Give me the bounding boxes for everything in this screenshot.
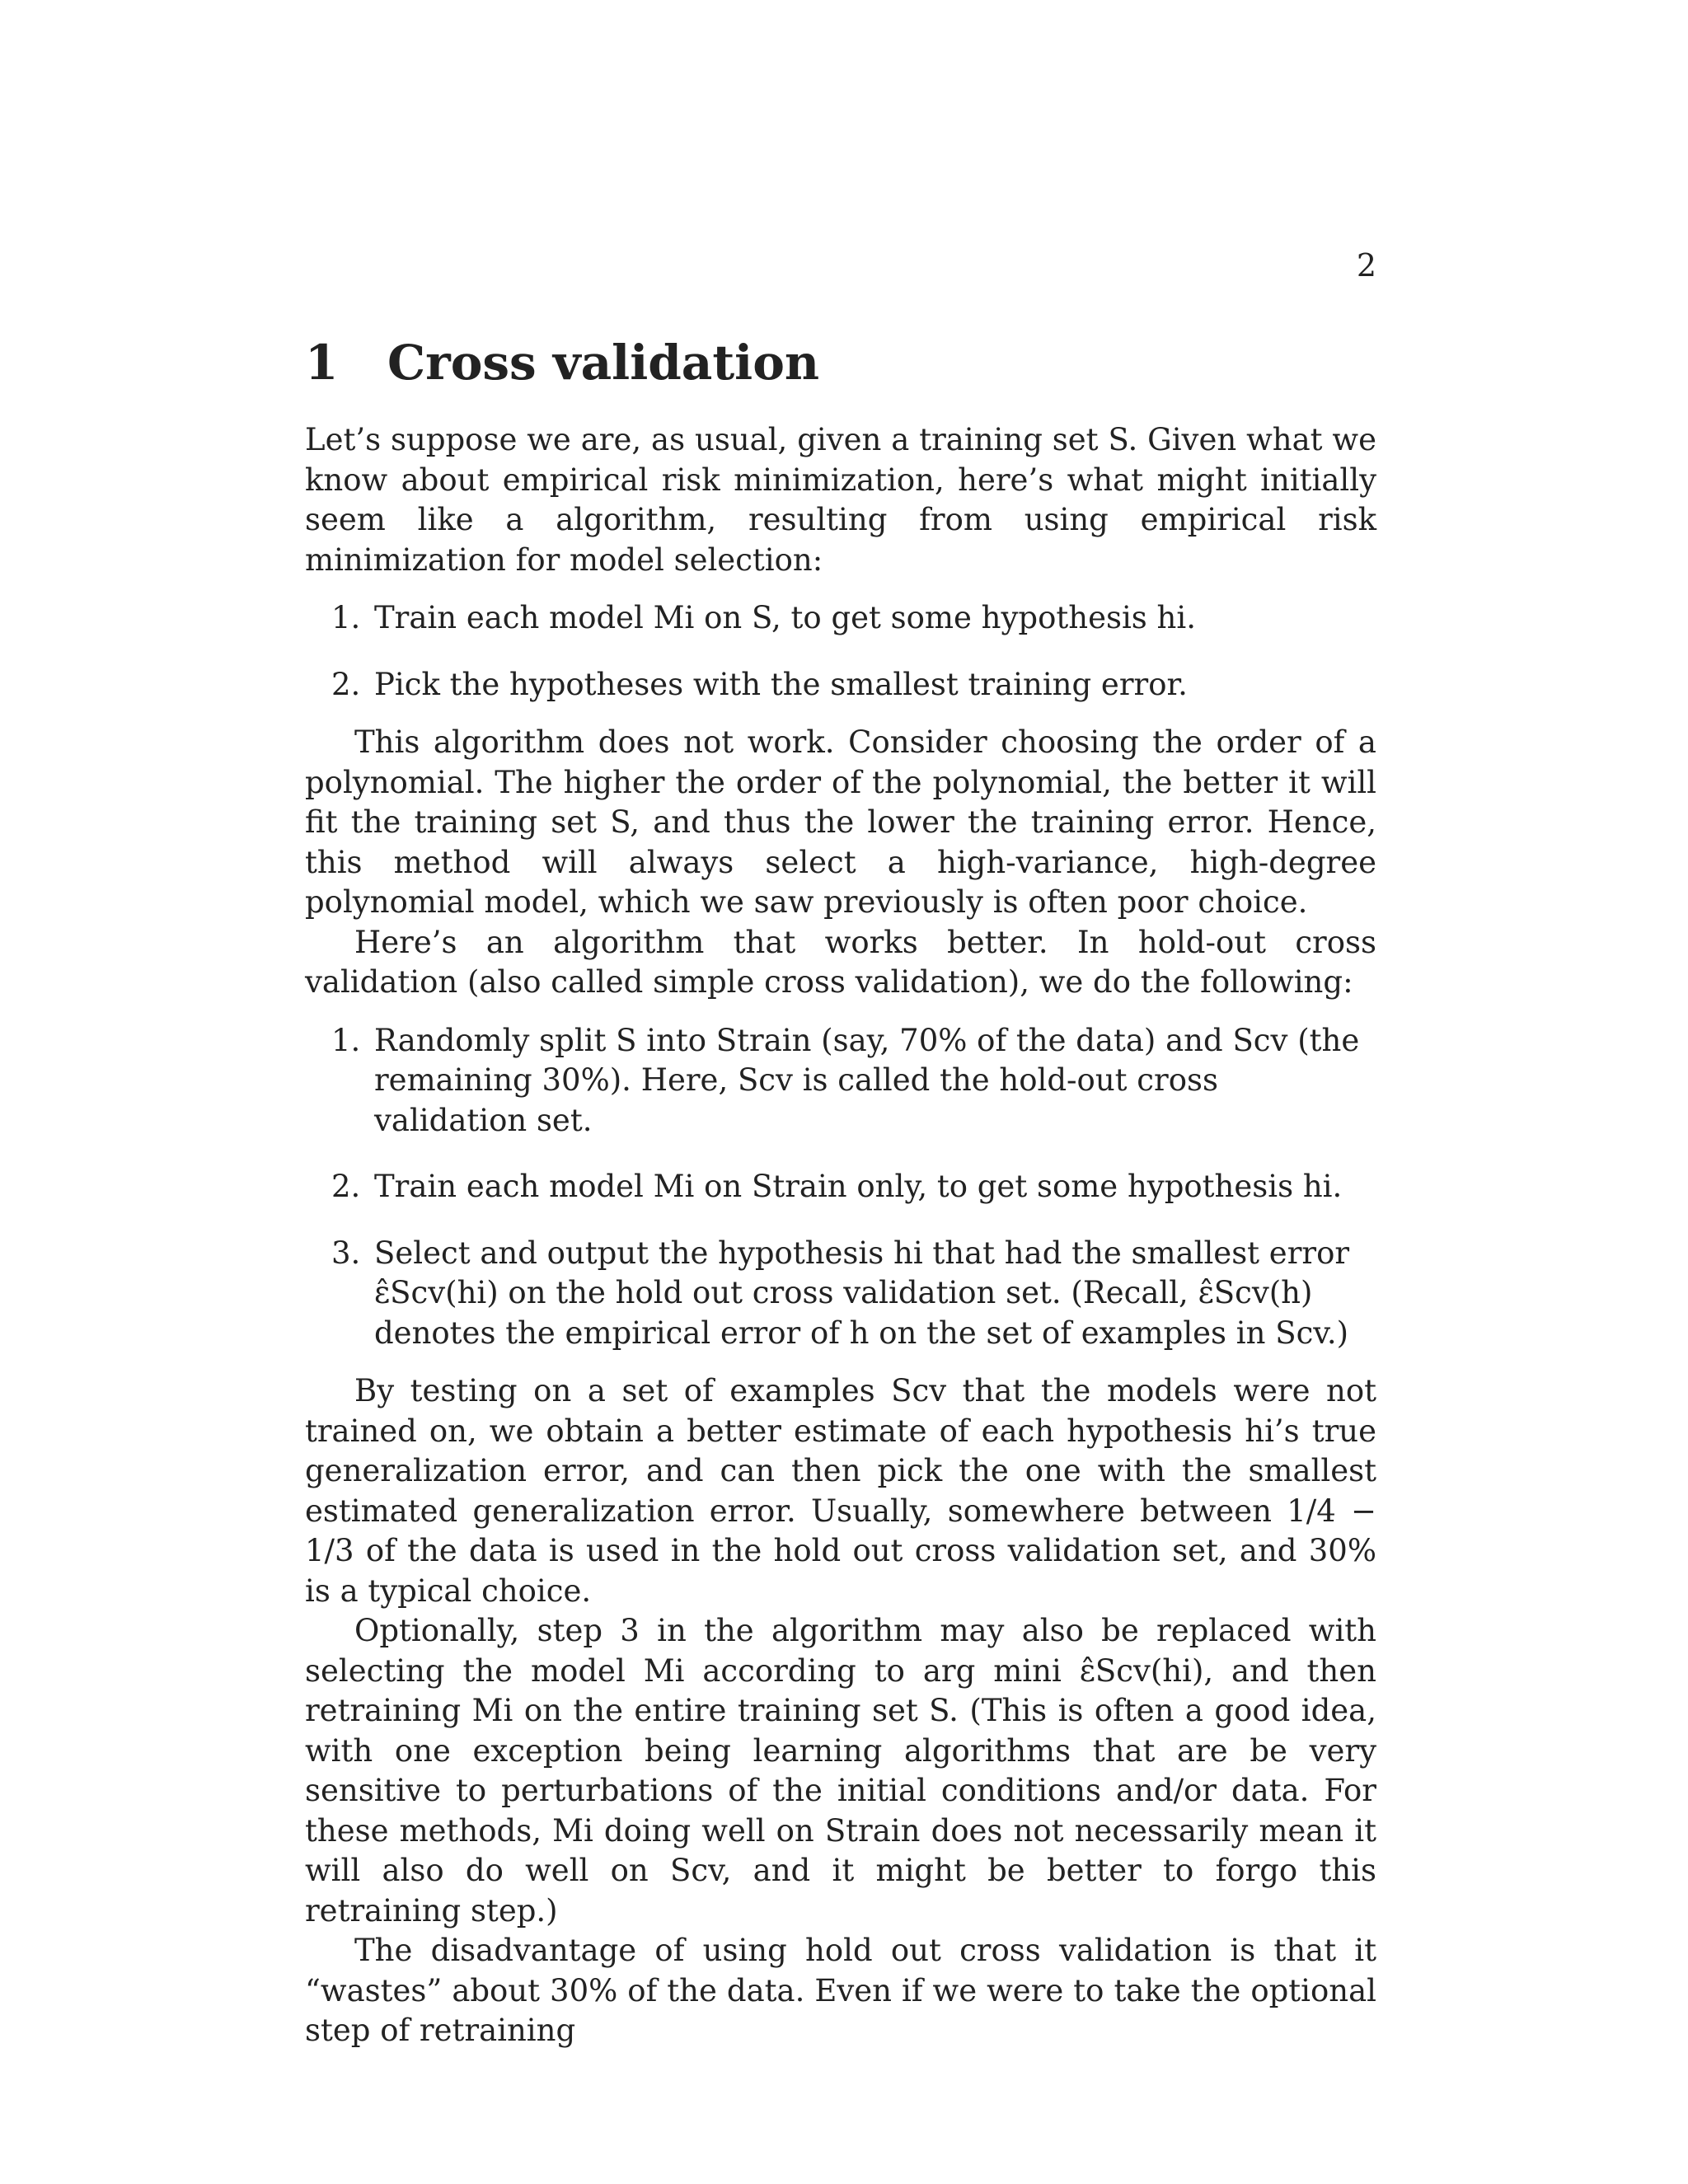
- paragraph-disadvantage: The disadvantage of using hold out cross validation is that it “wastes” about 30% of the data. Even if we were to take the optional step of retraining: [305, 1933, 1376, 2048]
- list-item-number: 2.: [331, 666, 361, 702]
- list-item: [305, 1234, 1376, 1354]
- list-item-number: 1.: [331, 1022, 361, 1058]
- list-item-number: 3.: [331, 1235, 361, 1271]
- paragraph-optional-retraining: Optionally, step 3 in the algorithm may also be replaced with selecting the model Mi according to arg mini ε̂Scv(hi), and then retraining Mi on the entire training set S. (This is often a good idea, with one exception being learning algorithms that are be very sensitive to perturbations of the initial conditions and/or data. For these methods, Mi doing well on Strain does not necessarily mean it will also do well on Scv, and it might be better to forgo this retraining step.): [305, 1613, 1376, 1929]
- page-number: 2: [1356, 247, 1376, 284]
- section-number: 1: [305, 335, 339, 391]
- paragraph-better-algorithm: Here’s an algorithm that works better. In hold-out cross validation (also called simple cross validation), we do the following:: [305, 924, 1376, 1000]
- list-item: [305, 598, 1376, 639]
- list-item-number: 1.: [331, 600, 361, 635]
- paragraph-testing: By testing on a set of examples Scv that the models were not trained on, we obtain a better estimate of each hypothesis hi’s true generalization error, and can then pick the one with the smallest estimated generalization error. Usually, somewhere between 1/4 − 1/3 of the data is used in the hold out cross validation set, and 30% is a typical choice.: [305, 1373, 1376, 1609]
- list-item-text: Pick the hypotheses with the smallest training error.: [374, 666, 1188, 702]
- list-item-number: 2.: [331, 1169, 361, 1204]
- list-item-text: Train each model Mi on S, to get some hypothesis hi.: [374, 600, 1196, 635]
- section-heading: [305, 330, 819, 396]
- list-item-text: Train each model Mi on Strain only, to get some hypothesis hi.: [374, 1169, 1343, 1204]
- holdout-algorithm-list: [305, 1021, 1376, 1354]
- list-item-text: Select and output the hypothesis hi that had the smallest error ε̂Scv(hi) on the hold out cross validation set. (Recall, ε̂Scv(h) denotes the empirical error of h on the set of examples in Scv.): [374, 1235, 1350, 1351]
- section-body: [305, 420, 1376, 2051]
- list-item: [305, 665, 1376, 705]
- list-item: [305, 1021, 1376, 1141]
- list-item: [305, 1167, 1376, 1207]
- paragraph-not-work: This algorithm does not work. Consider choosing the order of a polynomial. The higher the order of the polynomial, the better it will fit the training set S, and thus the lower the training error. Hence, this method will always select a high-variance, high-degree polynomial model, which we saw previously is often poor choice.: [305, 724, 1376, 920]
- list-item-text: Randomly split S into Strain (say, 70% of the data) and Scv (the remaining 30%). Here, Scv is called the hold-out cross validation set.: [374, 1022, 1360, 1138]
- naive-algorithm-list: [305, 598, 1376, 705]
- intro-paragraph: Let’s suppose we are, as usual, given a training set S. Given what we know about empirical risk minimization, here’s what might initially seem like a algorithm, resulting from using empirical risk minimization for model selection:: [305, 422, 1376, 578]
- section-title: Cross validation: [387, 335, 820, 391]
